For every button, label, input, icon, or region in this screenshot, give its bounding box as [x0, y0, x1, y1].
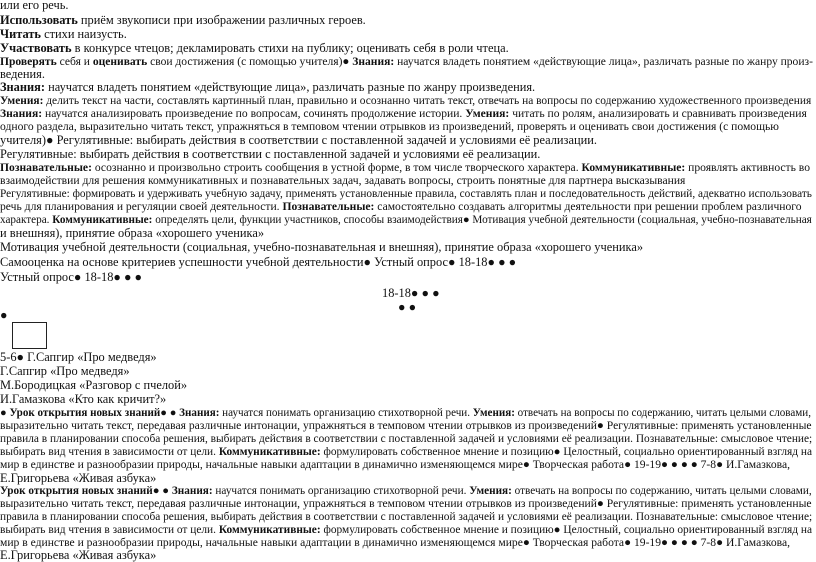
text: делить текст на части, составлять картинный план, правильно и осознанно читать текст, отвечать на вопросы по содержанию художественного произведения [43, 95, 812, 107]
text: взаимодействии для решения коммуникативных и познавательных задач, задавать вопросы, строить понятные для партнера высказывания [0, 174, 686, 187]
text: выразительно читать текст, передавая различные интонации, упражняться в темповом чтении отрывков из произведений● Регулятивные: применять установленные [0, 497, 812, 510]
text: отвечать на вопросы по содержанию, читать целыми словами, [511, 485, 812, 497]
text-line [0, 147, 540, 161]
text-line [0, 378, 187, 392]
bold-term: Коммуникативные: [581, 161, 686, 174]
text: М.Бородицкая «Разговор с пчелой» [0, 378, 188, 392]
text: себя и [56, 56, 93, 68]
text: выбирать вид чтения в зависимости от цели. [0, 446, 219, 458]
text: формулировать собственное мнение и позицию● Целостный, социально ориентированный взгляд на [320, 446, 813, 458]
bold-term: оценивать [92, 56, 148, 68]
text: ведения. [0, 67, 45, 81]
text-line [0, 94, 811, 108]
empty-frame [12, 322, 47, 349]
bold-term: Знания: [0, 107, 43, 120]
text-line [398, 300, 416, 314]
bold-term: Знания: [0, 80, 45, 94]
text-line [0, 27, 127, 41]
text: проявлять активность во [685, 161, 811, 174]
text-line [0, 406, 811, 420]
text: отвечать на вопросы по содержанию, читать целыми словами, [514, 407, 812, 419]
bold-term: Познавательные: [282, 200, 375, 213]
text-line [0, 308, 7, 322]
bold-term: Участвовать [0, 41, 72, 55]
text: 5-6● Г.Сапгир «Про медведя» [0, 350, 157, 364]
text-line [0, 510, 812, 524]
text-line [0, 497, 812, 511]
text-line [0, 67, 45, 81]
text: научатся анализировать произведение по вопросам, сочинять продолжение истории. [42, 107, 466, 120]
text: научатся владеть понятием «действующие лица», различать разные по жанру произ- [394, 56, 813, 68]
bold-term: Читать [0, 27, 41, 41]
bold-term: Коммуникативные: [218, 446, 321, 458]
bold-term: Умения: [465, 107, 510, 120]
bold-term: Проверять [0, 56, 57, 68]
text: научатся владеть понятием «действующие лица», различать разные по жанру произведения. [44, 80, 536, 94]
text-line [0, 458, 790, 472]
text: Мотивация учебной деятельности (социальная, учебно-познавательная и внешняя), принятие образа «хорошего ученика» [0, 240, 644, 254]
bold-term: ● Урок открытия новых знаний● ● Знания: [0, 407, 220, 419]
text: характера. [0, 214, 53, 226]
text-line [0, 484, 812, 498]
text-line [0, 523, 812, 537]
text: одного раздела, выразительно читать текст, упражняться в темповом чтении отрывков из произведений, проверять и оценивать свои достижения (с помощью [0, 120, 779, 133]
text: научатся понимать организацию стихотворной речи. [219, 407, 473, 419]
bold-term: Умения: [472, 407, 515, 419]
text-line [0, 133, 597, 147]
bold-term: Коммуникативные: [52, 214, 153, 226]
text: мир в единстве и разнообразии природы, начальные навыки адаптации в динамично изменяющемся мире● Творческая работа● 19-19● ● ● ● 7-8● И.Гамазкова, [0, 536, 790, 549]
text: осознанно и произвольно строить сообщения в устной форме, в том числе творческого характера. [91, 161, 582, 174]
bullet-marks: ● ● [398, 300, 417, 314]
text: Е.Григорьева «Живая азбука» [0, 548, 157, 562]
bold-term: Умения: [0, 95, 44, 107]
text-line [0, 270, 142, 284]
text-line [0, 161, 810, 175]
text: Г.Сапгир «Про медведя» [0, 364, 130, 378]
text: Регулятивные: выбирать действия в соответствии с поставленной задачей и условиями её реализации. [0, 147, 541, 161]
text-line [0, 120, 779, 134]
text-line [0, 255, 516, 269]
text: и внешняя), принятие образа «хорошего ученика» [0, 226, 265, 240]
text-line [0, 187, 812, 201]
text-line [0, 364, 130, 378]
bold-term: Использовать [0, 13, 78, 27]
text-line [0, 392, 166, 406]
text-line [0, 0, 68, 12]
text-line [0, 41, 509, 55]
text-line [0, 548, 156, 562]
text-line [0, 240, 643, 254]
text-line [0, 432, 812, 446]
text-line [0, 445, 812, 459]
bullet-mark: ● [0, 308, 8, 322]
text-line [0, 13, 366, 27]
text-line [0, 55, 813, 69]
text-line [0, 226, 264, 240]
text: приём звукописи при изображении различных героев. [77, 13, 366, 27]
text-line [0, 213, 812, 227]
text: определять цели, функции участников, способы взаимодействия● Мотивация учебной деятельности (социальная, учебно-познавательная [152, 214, 812, 226]
bold-term: Знания: [352, 56, 395, 68]
text-line [0, 350, 157, 364]
text: стихи наизусть. [40, 27, 127, 41]
text: самостоятельно создавать алгоритмы деятельности при решении проблем различного [374, 200, 802, 213]
text-line [0, 107, 807, 121]
text-line [0, 174, 685, 188]
text: Е.Григорьева «Живая азбука» [0, 471, 157, 485]
text: И.Гамазкова «Кто как кричит?» [0, 392, 167, 406]
text: 18-18● ● ● [382, 286, 440, 300]
text-line [0, 200, 802, 214]
bold-term: Познавательные: [0, 161, 92, 174]
text-line [382, 286, 440, 300]
text: выразительно читать текст, передавая различные интонации, упражняться в темповом чтении отрывков из произведений● Регулятивные: применять установленные [0, 419, 812, 432]
text: в конкурсе чтецов; декламировать стихи на публику; оценивать себя в роли чтеца. [71, 41, 509, 55]
text: правила в планировании способа решения, выбирать действия в соответствии с поставленной задачей и условиями её реализации. Познавательные: смысловое чтение; [0, 433, 813, 445]
bold-term: Коммуникативные: [218, 524, 321, 536]
text: Регулятивные: формировать и удерживать учебную задачу, применять установленные правила, составлять план и последовательность действий, адекватно использовать [0, 188, 812, 200]
text: выбирать вид чтения в зависимости от цели. [0, 524, 219, 536]
text-line [0, 419, 812, 433]
text: мир в единстве и разнообразии природы, начальные навыки адаптации в динамично изменяющемся мире● Творческая работа● 19-19● ● ● ● 7-8● И.Гамазкова, [0, 458, 790, 471]
text: или его речь. [0, 0, 69, 12]
text: научатся понимать организацию стихотворной речи. [212, 485, 470, 497]
text: читать по ролям, анализировать и сравнивать произведения [509, 107, 807, 120]
text: формулировать собственное мнение и позицию● Целостный, социально ориентированный взгляд на [320, 524, 813, 536]
text-line [0, 80, 535, 94]
text: свои достижения (с помощью учителя)● [147, 56, 353, 68]
text: Самооценка на основе критериев успешности учебной деятельности● Устный опрос● 18-18● ● ● [0, 255, 517, 269]
text: учителя)● Регулятивные: выбирать действия в соответствии с поставленной задачей и условиями её реализации. [0, 133, 597, 147]
text: речь для планирования и регуляции своей деятельности. [0, 200, 283, 213]
bold-term: Умения: [469, 485, 512, 497]
bold-term: Урок открытия новых знаний● ● Знания: [0, 485, 213, 497]
text: правила в планировании способа решения, выбирать действия в соответствии с поставленной задачей и условиями её реализации. Познавательные: смысловое чтение; [0, 511, 813, 523]
text-line [0, 471, 156, 485]
text: Устный опрос● 18-18● ● ● [0, 270, 143, 284]
